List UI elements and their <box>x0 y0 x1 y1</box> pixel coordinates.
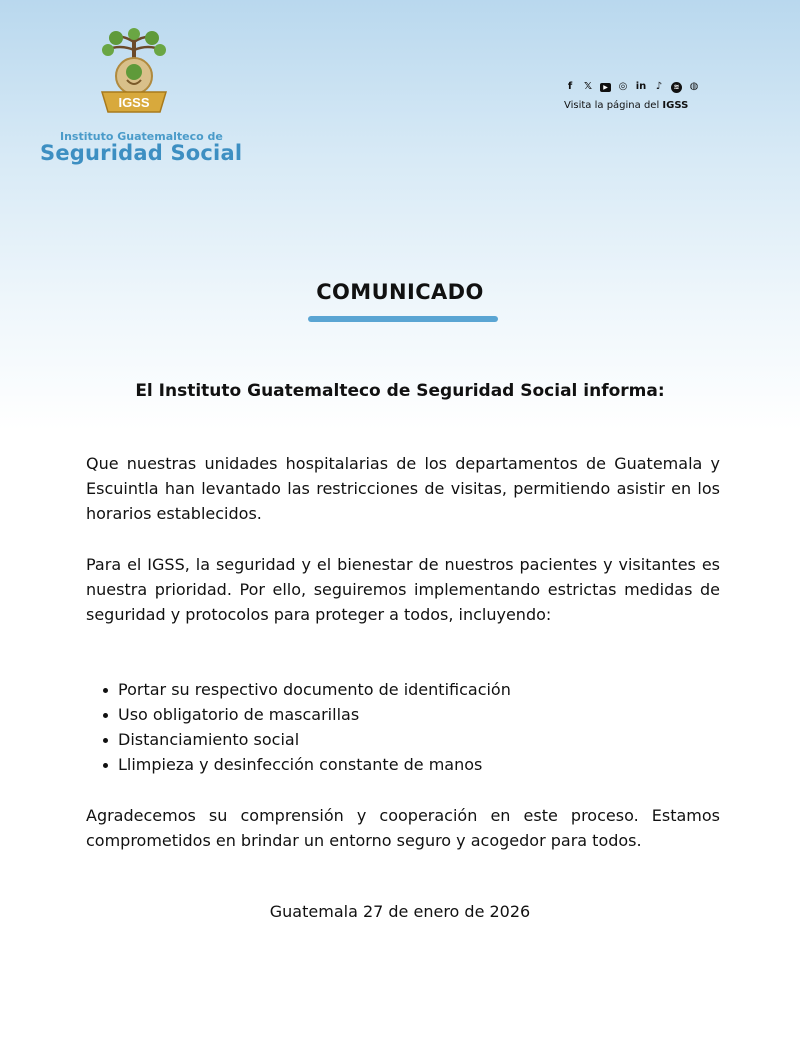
web-icon[interactable]: ◍ <box>689 81 699 92</box>
x-icon[interactable]: 𝕏 <box>583 81 593 92</box>
visit-prefix: Visita la página del <box>564 100 660 111</box>
logo-line2: Seguridad Social <box>40 141 243 165</box>
list-item: Portar su respectivo documento de identificación <box>86 677 511 702</box>
paragraph-3: Agradecemos su comprensión y cooperación en este proceso. Estamos comprometidos en brindar un entorno seguro y acogedor para todos. <box>86 806 720 850</box>
tiktok-icon[interactable]: ♪ <box>655 81 663 92</box>
social-icons <box>564 80 724 94</box>
document-subtitle: El Instituto Guatemalteco de Seguridad Social informa: <box>135 381 665 401</box>
visit-bold: IGSS <box>662 100 689 111</box>
igss-logo <box>38 28 243 168</box>
measures-list <box>86 677 511 777</box>
paragraph-1: Que nuestras unidades hospitalarias de los departamentos de Guatemala y Escuintla han levantado las restricciones de visitas, permitiendo asistir en los horarios establecidos. <box>86 454 720 523</box>
igss-emblem-icon <box>94 28 174 118</box>
facebook-icon[interactable]: f <box>567 81 573 92</box>
document-title: COMUNICADO <box>316 280 484 304</box>
document-date: Guatemala 27 de enero de 2026 <box>269 902 531 921</box>
svg-text:IGSS: IGSS <box>118 95 150 110</box>
youtube-icon[interactable]: ▶ <box>600 83 611 92</box>
title-underline <box>308 316 498 322</box>
list-item: Uso obligatorio de mascarillas <box>86 702 511 727</box>
list-item: Llimpieza y desinfección constante de manos <box>86 752 511 777</box>
linkedin-icon[interactable]: in <box>635 81 647 92</box>
instagram-icon[interactable]: ◎ <box>618 81 628 92</box>
social-links <box>564 80 724 111</box>
paragraph-2: Para el IGSS, la seguridad y el bienestar de nuestros pacientes y visitantes es nuestra prioridad. Por ello, seguiremos implementando estrictas medidas de seguridad y protocolos para proteger a todos, incluyendo: <box>86 555 720 624</box>
visit-text <box>564 100 724 111</box>
list-item: Distanciamiento social <box>86 727 511 752</box>
logo-line1: Instituto Guatemalteco de <box>60 130 223 143</box>
spotify-icon[interactable]: ≋ <box>671 82 682 93</box>
